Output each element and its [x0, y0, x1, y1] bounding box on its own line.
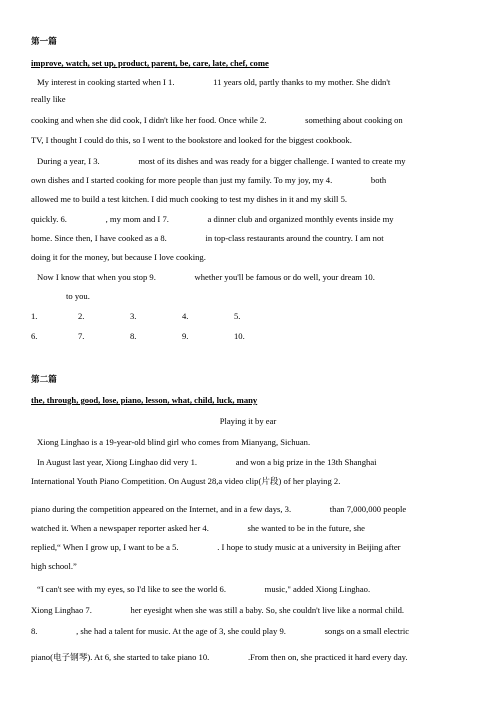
passage1-line: home. Since then, I have cooked as a 8. in top-class restaurants around the country. I am not [31, 233, 384, 243]
answer-blank: 2. [78, 311, 85, 321]
answer-blank: 3. [130, 311, 137, 321]
passage1-line: quickly. 6. , my mom and I 7. a dinner club and organized monthly events inside my [31, 214, 394, 224]
passage1-line: own dishes and I started cooking for more people than just my family. To my joy, my 4. both [31, 175, 387, 185]
passage2-line: 8. , she had a talent for music. At the age of 3, she could play 9. songs on a small electric [31, 626, 410, 636]
passage2-line: International Youth Piano Competition. On August 28,a video clip(片段) of her playing 2. [31, 476, 341, 486]
passage2-line: In August last year, Xiong Linghao did very 1. and won a big prize in the 13th Shanghai [37, 457, 377, 467]
answer-blank: 10. [234, 331, 245, 341]
answer-blank: 6. [31, 331, 38, 341]
passage2-line: piano(电子钢琴). At 6, she started to take piano 10. .From then on, she practiced it hard every day. [31, 652, 408, 662]
passage2-word-bank: the, through, good, lose, piano, lesson, what, child, luck, many [31, 395, 258, 405]
passage1-line: really like [31, 94, 66, 104]
passage2-line: piano during the competition appeared on the Internet, and in a few days, 3. than 7,000,000 people [31, 504, 407, 514]
passage2-heading: 第二篇 [31, 375, 57, 385]
passage2-title: Playing it by ear [219, 416, 277, 426]
passage1-word-bank: improve, watch, set up, product, parent, be, care, late, chef, come [31, 58, 269, 68]
passage1-line: doing it for the money, but because I love cooking. [31, 252, 206, 262]
answer-blank: 7. [78, 331, 85, 341]
answer-blank: 8. [130, 331, 137, 341]
passage2-line: “I can't see with my eyes, so I'd like to see the world 6. music," added Xiong Linghao. [37, 584, 371, 594]
passage1-line: During a year, I 3. most of its dishes and was ready for a bigger challenge. I wanted to create my [37, 156, 406, 166]
passage2-line: replied,“ When I grow up, I want to be a 5. . I hope to study music at a university in Beijing after [31, 542, 401, 552]
answer-blank: 9. [182, 331, 189, 341]
passage1-line: Now I know that when you stop 9. whether you'll be famous or do well, your dream 10. [37, 272, 375, 282]
passage1-line: allowed me to build a test kitchen. I did much cooking to test my dishes in it and my skill 5. [31, 194, 348, 204]
answer-blank: 4. [182, 311, 189, 321]
passage1-line: TV, I thought I could do this, so I went to the bookstore and looked for the biggest cookbook. [31, 135, 352, 145]
answer-blank: 1. [31, 311, 38, 321]
passage1-line: My interest in cooking started when I 1. 11 years old, partly thanks to my mother. She didn't [37, 77, 391, 87]
passage2-line: watched it. When a newspaper reporter asked her 4. she wanted to be in the future, she [31, 523, 365, 533]
passage2-line: Xiong Linghao is a 19-year-old blind girl who comes from Mianyang, Sichuan. [37, 437, 311, 447]
passage1-line: cooking and when she did cook, I didn't like her food. Once while 2. something about cooking on [31, 115, 403, 125]
passage2-line: Xiong Linghao 7. her eyesight when she was still a baby. So, she couldn't live like a normal child. [31, 605, 405, 615]
passage1-line: to you. [66, 291, 90, 301]
passage1-heading: 第一篇 [31, 37, 57, 47]
answer-blank: 5. [234, 311, 241, 321]
passage2-line: high school.” [31, 561, 77, 571]
